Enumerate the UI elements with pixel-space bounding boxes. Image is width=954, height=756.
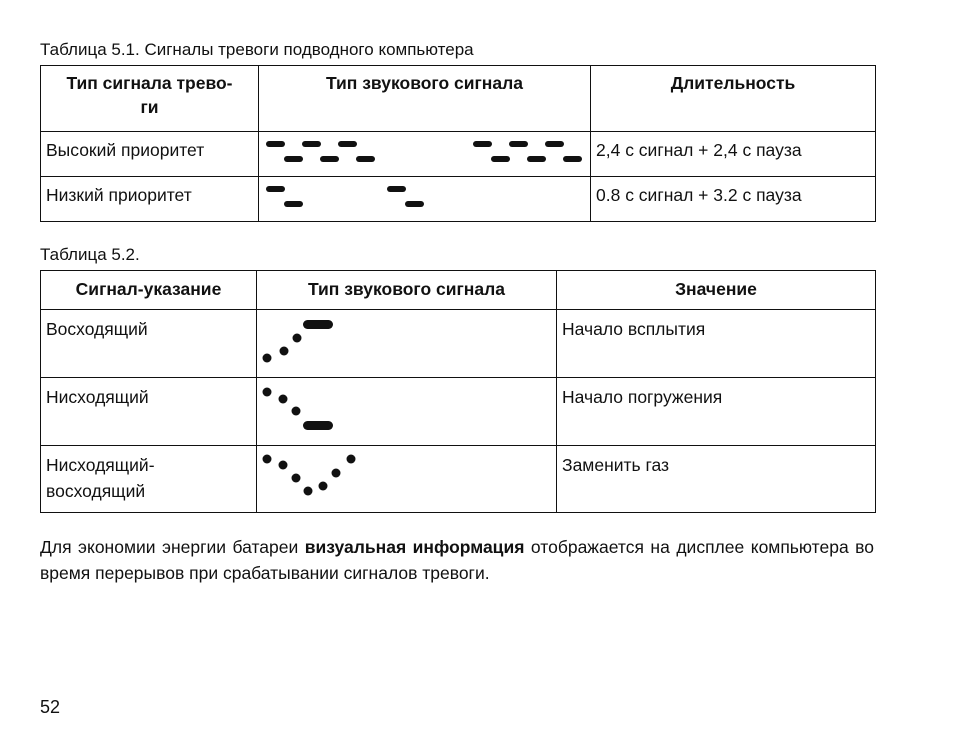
- table-row: [41, 310, 876, 378]
- dash: [563, 156, 582, 162]
- signal-line2: восходящий: [46, 481, 146, 501]
- table-row: [41, 446, 876, 513]
- high-priority-pattern: [259, 132, 591, 177]
- table2-caption: Таблица 5.2.: [40, 245, 140, 264]
- duration-cell: 0.8 с сигнал + 3.2 с пауза: [591, 177, 876, 222]
- dot: [304, 487, 313, 496]
- low-priority-pattern-graphic: [259, 177, 591, 221]
- table-row: [41, 177, 876, 222]
- paragraph-bold-text: визуальная информация: [304, 537, 525, 557]
- indication-signals-table: [40, 270, 876, 513]
- header-duration: Длительность: [591, 66, 876, 132]
- dash: [302, 141, 321, 147]
- dot: [292, 474, 301, 483]
- ascending-pattern: [257, 310, 557, 378]
- header-alarm-type-line1: Тип сигнала трево-: [66, 73, 233, 93]
- dot: [279, 395, 288, 404]
- high-priority-pattern-graphic: [259, 132, 591, 176]
- dot: [292, 407, 301, 416]
- table-row: [41, 378, 876, 446]
- dash: [303, 421, 333, 430]
- table-header-row: [41, 66, 876, 132]
- dash: [356, 156, 375, 162]
- dot: [263, 354, 272, 363]
- paragraph-text-end: отображается на дисплее компьютера во время перерывов при срабатывании сигналов тревоги.: [40, 537, 875, 583]
- dot: [263, 455, 272, 464]
- header-alarm-type-line2: ги: [140, 97, 159, 117]
- dash: [338, 141, 357, 147]
- header-alarm-type: [41, 66, 259, 132]
- header-signal: Сигнал-указание: [41, 271, 257, 310]
- meaning-cell: Начало всплытия: [557, 310, 876, 378]
- header-sound-type: Тип звукового сигнала: [259, 66, 591, 132]
- dash: [284, 156, 303, 162]
- header-meaning: Значение: [557, 271, 876, 310]
- dash: [545, 141, 564, 147]
- descending-pattern-graphic: [257, 378, 557, 444]
- dash: [387, 186, 406, 192]
- dash: [491, 156, 510, 162]
- signal-cell: Восходящий: [41, 310, 257, 378]
- dash: [509, 141, 528, 147]
- meaning-cell: Заменить газ: [557, 446, 876, 513]
- descending-ascending-pattern: [257, 446, 557, 513]
- signal-line1: Нисходящий-: [46, 455, 155, 475]
- dash: [527, 156, 546, 162]
- dash: [405, 201, 424, 207]
- low-priority-pattern: [259, 177, 591, 222]
- dot: [280, 347, 289, 356]
- table-header-row: [41, 271, 876, 310]
- dot: [332, 469, 341, 478]
- dash: [266, 186, 285, 192]
- signal-cell: [41, 446, 257, 513]
- dot: [263, 388, 272, 397]
- dash: [284, 201, 303, 207]
- dot: [319, 482, 328, 491]
- dot: [293, 334, 302, 343]
- table1-caption: Таблица 5.1. Сигналы тревоги подводного компьютера: [40, 40, 474, 59]
- dash: [303, 320, 333, 329]
- table-row: [41, 132, 876, 177]
- header-sound-type: Тип звукового сигнала: [257, 271, 557, 310]
- dash: [320, 156, 339, 162]
- signal-cell: Нисходящий: [41, 378, 257, 446]
- dot: [347, 455, 356, 464]
- dash: [473, 141, 492, 147]
- alarm-type-cell: Низкий приоритет: [41, 177, 259, 222]
- duration-cell: 2,4 с сигнал + 2,4 с пауза: [591, 132, 876, 177]
- ascending-pattern-graphic: [257, 310, 557, 376]
- alarm-type-cell: Высокий приоритет: [41, 132, 259, 177]
- meaning-cell: Начало погружения: [557, 378, 876, 446]
- page-number: 52: [40, 697, 61, 717]
- dot: [279, 461, 288, 470]
- battery-note-paragraph: [40, 534, 874, 586]
- alarm-signals-table: [40, 65, 876, 222]
- descending-pattern: [257, 378, 557, 446]
- dash: [266, 141, 285, 147]
- paragraph-text-start: Для экономии энергии батареи: [40, 537, 305, 557]
- descending-ascending-pattern-graphic: [257, 446, 557, 512]
